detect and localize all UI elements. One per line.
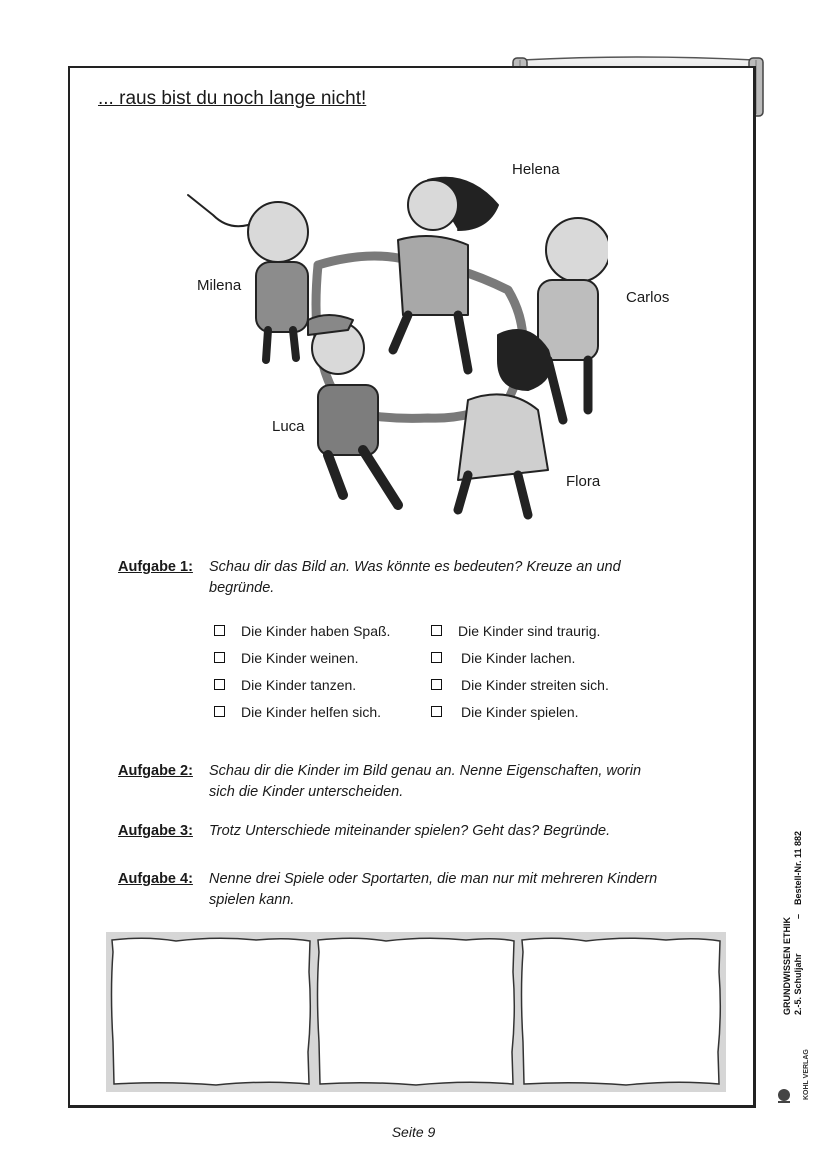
task-text: Trotz Unterschiede miteinander spielen? Geht das? Begründe. [209, 823, 611, 839]
parchment-frames-graphic [106, 932, 726, 1092]
option-label: Die Kinder lachen. [461, 650, 576, 666]
task-text: Nenne drei Spiele oder Sportarten, die man nur mit mehreren Kindern spielen kann. [209, 871, 658, 908]
sidebar-graphic [774, 830, 814, 1110]
task-1 [118, 557, 678, 601]
child-name-flora: Flora [566, 473, 601, 490]
task-text: Schau dir das Bild an. Was könnte es bedeuten? Kreuze an und begründe. [209, 559, 621, 596]
dancing-children-drawing [168, 150, 608, 530]
option-label: Die Kinder tanzen. [241, 677, 357, 693]
checkbox[interactable] [214, 679, 225, 690]
page-title: ... raus bist du noch lange nicht! [98, 88, 367, 109]
checkbox[interactable] [431, 706, 442, 717]
sidebar-dash: – [793, 913, 803, 919]
task-text: Schau dir die Kinder im Bild genau an. Nenne Eigenschaften, worin sich die Kinder unterscheiden. [209, 763, 642, 800]
child-name-helena: Helena [512, 161, 560, 178]
option-label: Die Kinder haben Spaß. [241, 623, 391, 639]
option-label: Die Kinder weinen. [241, 650, 359, 666]
publisher-logo-icon [778, 1089, 790, 1102]
child-name-carlos: Carlos [626, 289, 670, 306]
task-label: Aufgabe 3: [118, 823, 193, 839]
task-3 [118, 821, 678, 843]
checkbox[interactable] [431, 679, 442, 690]
sidebar-order-number: Bestell-Nr. 11 882 [793, 830, 803, 905]
children-circle-illustration [168, 150, 608, 530]
publisher-sidebar [774, 830, 814, 1110]
child-name-luca: Luca [272, 418, 305, 435]
answer-frames [106, 932, 726, 1097]
checkbox[interactable] [431, 652, 442, 663]
option-label: Die Kinder spielen. [461, 704, 579, 720]
publisher-logo-text: KOHL VERLAG [803, 1049, 810, 1100]
sidebar-grade: 2.-5. Schuljahr [793, 953, 803, 1015]
checkbox[interactable] [214, 625, 225, 636]
task-4 [118, 869, 678, 913]
sidebar-book-title: GRUNDWISSEN ETHIK [782, 916, 792, 1015]
task-label: Aufgabe 4: [118, 871, 193, 887]
option-label: Die Kinder helfen sich. [241, 704, 382, 720]
checkbox[interactable] [431, 625, 442, 636]
child-name-milena: Milena [197, 277, 242, 294]
task-2 [118, 761, 678, 805]
task-label: Aufgabe 2: [118, 763, 193, 779]
page-number: Seite 9 [391, 1124, 436, 1140]
checkbox[interactable] [214, 706, 225, 717]
option-label: Die Kinder sind traurig. [458, 623, 601, 639]
option-label: Die Kinder streiten sich. [461, 677, 609, 693]
checkbox[interactable] [214, 652, 225, 663]
task-label: Aufgabe 1: [118, 559, 193, 575]
